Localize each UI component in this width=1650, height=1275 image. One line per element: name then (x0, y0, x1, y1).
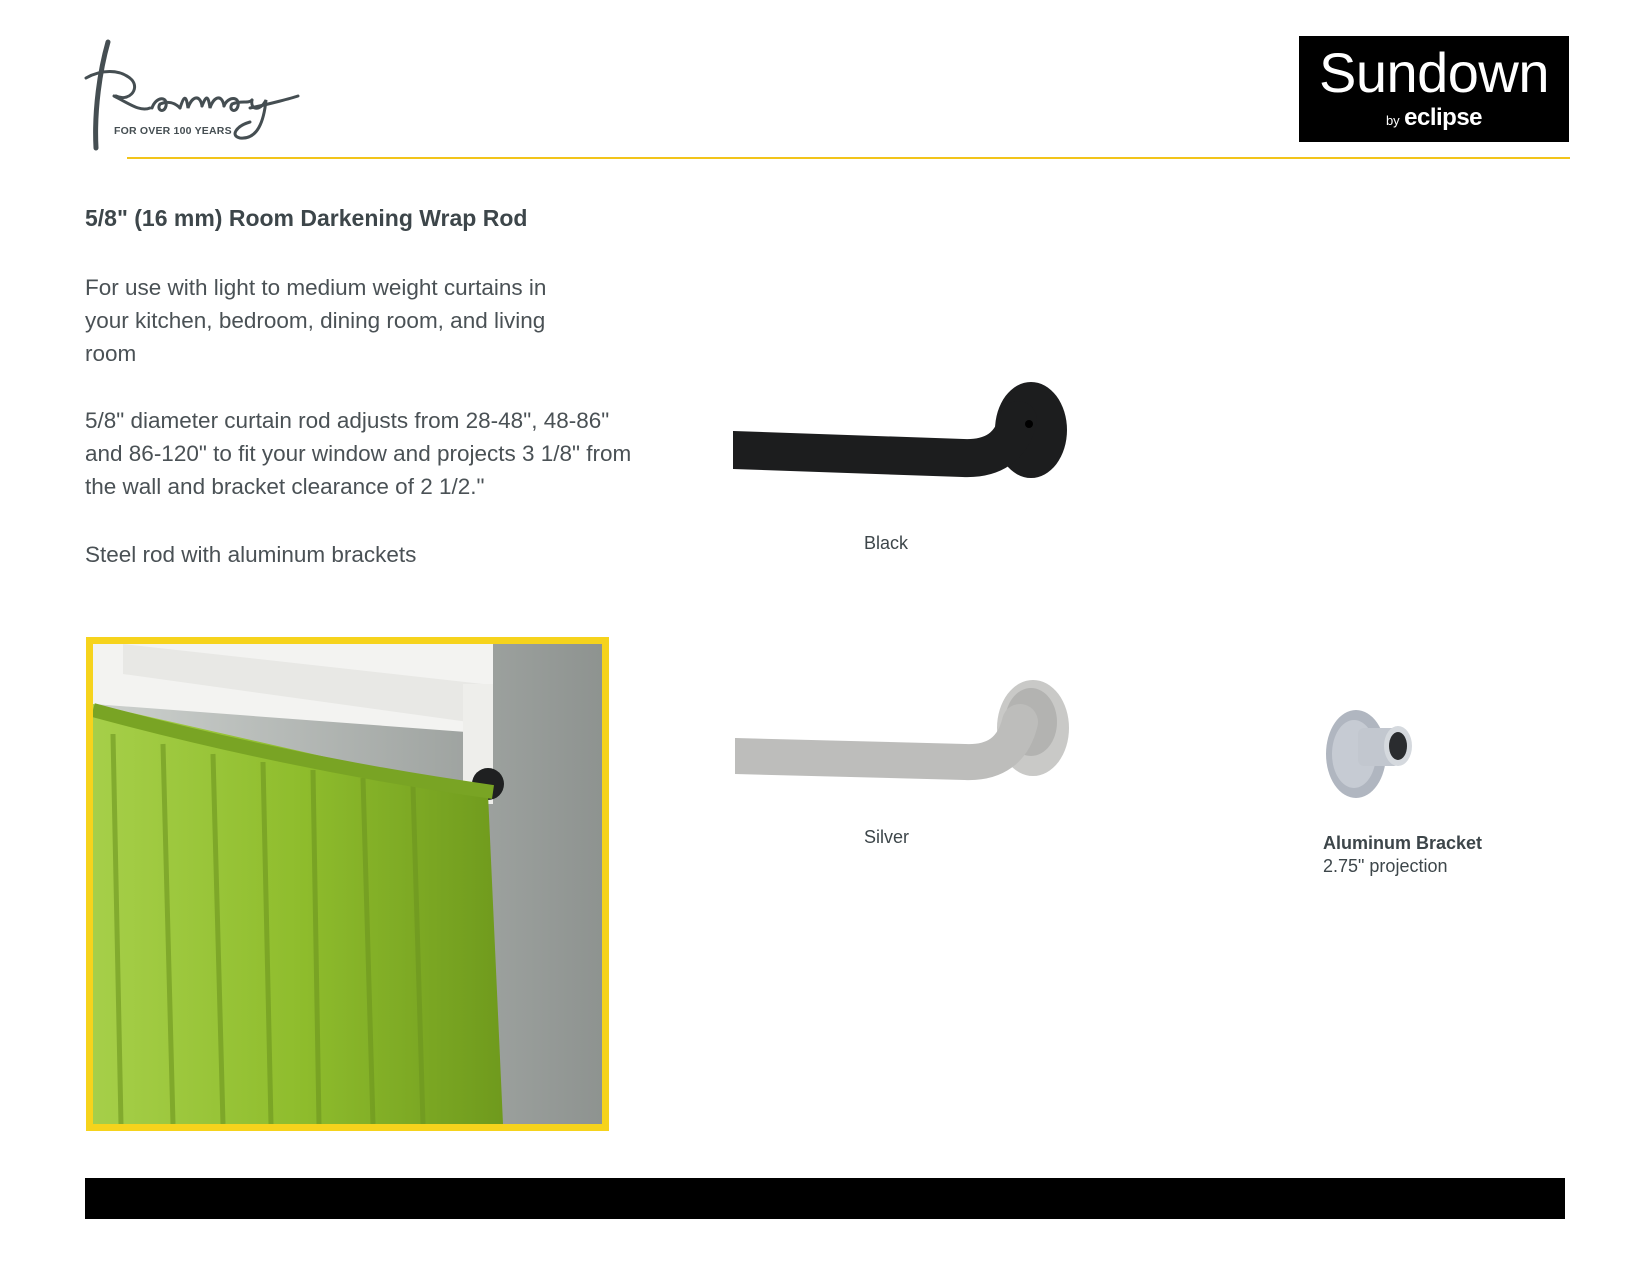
eclipse-by: by (1385, 113, 1400, 128)
product-description-size: 5/8" diameter curtain rod adjusts from 28-48", 48-86" and 86-120" to fit your window and projects 3 1/8" from the wall and bracket clearance of 2 1/2." (85, 408, 632, 499)
sundown-logo (1299, 36, 1569, 142)
kenney-tagline: FOR OVER 100 YEARS (114, 125, 232, 137)
silver-finish-label: Silver (864, 827, 910, 847)
kenney-script-mark (80, 30, 320, 160)
black-finish-label: Black (864, 533, 909, 553)
silver-rod-image (735, 678, 1075, 798)
black-rod-image (733, 380, 1073, 500)
footer-bar (85, 1178, 1565, 1219)
product-description-material: Steel rod with aluminum brackets (85, 542, 417, 567)
eclipse-wordmark (1299, 104, 1569, 132)
bracket-spec: 2.75" projection (1323, 856, 1448, 876)
product-title: 5/8" (16 mm) Room Darkening Wrap Rod (85, 205, 528, 231)
product-description-usage: For use with light to medium weight curtains in your kitchen, bedroom, dining room, and living room (85, 275, 547, 366)
sundown-wordmark: Sundown (1318, 41, 1549, 104)
bracket-name: Aluminum Bracket (1323, 833, 1483, 853)
aluminum-bracket-image (1318, 700, 1418, 800)
curtain-on-rod-illustration (93, 644, 602, 1124)
header-rule (127, 157, 1570, 159)
kenney-logo (80, 30, 320, 160)
lifestyle-photo (86, 637, 609, 1131)
eclipse-name: eclipse (1404, 104, 1483, 131)
